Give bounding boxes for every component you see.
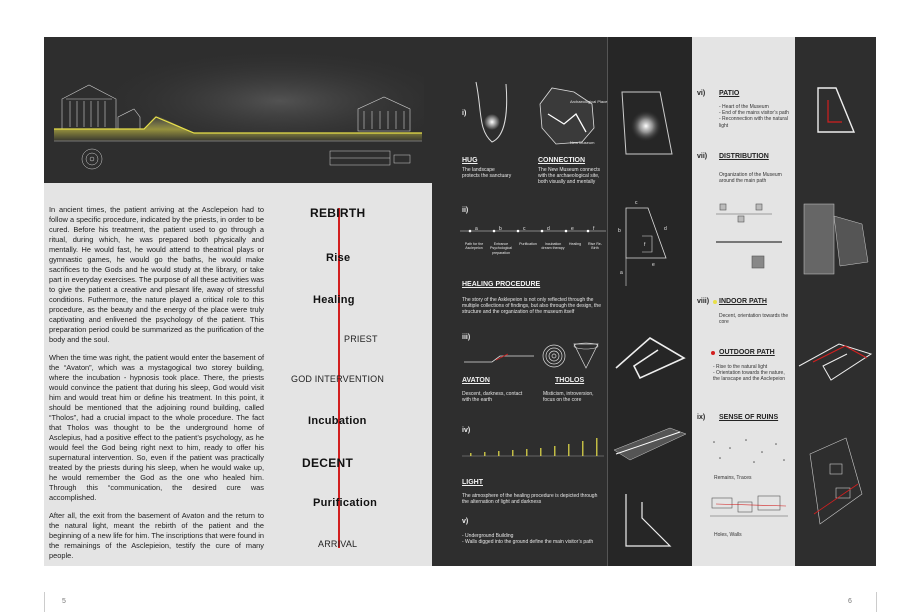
ruins-plan-drawing xyxy=(800,424,872,554)
timeline-label-2: Entrance Psychological preparation xyxy=(490,242,512,255)
strip-letter-a: a xyxy=(620,270,623,276)
timeline-letter-f: f xyxy=(593,226,595,232)
strip-letter-e: e xyxy=(652,262,655,268)
stage-priest: PRIEST xyxy=(344,334,378,344)
page-number-left: 5 xyxy=(62,598,66,605)
patio-title: PATIO xyxy=(719,90,740,97)
patio-plan-drawing xyxy=(808,82,864,142)
strip-letter-b: b xyxy=(618,228,621,234)
healing-procedure-title: HEALING PROCEDURE xyxy=(462,281,541,288)
strip-patio-glow xyxy=(612,74,686,164)
holes-walls-diagram xyxy=(706,490,792,526)
item-vi-number: vi) xyxy=(697,90,706,97)
item-vii-number: vii) xyxy=(697,153,708,160)
section-image-panel xyxy=(44,37,432,183)
timeline-label-3: Purification xyxy=(519,242,537,246)
timeline-letter-d: d xyxy=(547,226,550,232)
remains-dots-diagram xyxy=(706,434,792,470)
story-text xyxy=(49,205,264,569)
outdoor-path-text: - Rise to the natural light - Orientation towards the nature, the lanscape and the Asclepeion xyxy=(713,364,785,383)
avaton-title: AVATON xyxy=(462,377,490,384)
stage-rebirth: REBIRTH xyxy=(310,206,366,220)
holes-text: Holes, Walls xyxy=(714,532,742,538)
page-divider-left xyxy=(44,592,45,612)
sense-of-ruins-title: SENSE OF RUINS xyxy=(719,414,779,421)
strip-letter-f: f xyxy=(644,242,646,248)
story-paragraph-1: In ancient times, the patient arriving at the Asclepeion had to follow a specific procedure, indicated by the priests, in order to be cured. Before his treatment, the patient used to go through a ritual, during which, he was prepared both physically and mentally. He would fast, he would attend to theatrical plays or gymnastic games, he would go the baths, he would make sacrifices to the Gods and he would study at the library, or take part in everyday exercises. The purpose of all these activities was to give the patient a creative and plesant life, away of stressful conditions. Futhermore, the nature played a critical role to this procedure, as the beauty and the energy of the place were truly captivating and enlivened the psychology of the patient. This preparation period could be summarized as the purification of the body and the soul. xyxy=(49,205,264,344)
timeline-label-4: Incubation dream therapy xyxy=(541,242,565,251)
outdoor-path-drawing xyxy=(795,336,875,388)
stage-arrival: ARRIVAL xyxy=(318,539,358,549)
avaton-tholos-diagram xyxy=(462,340,602,372)
item-iii-number: iii) xyxy=(462,334,471,341)
stage-god-intervention: GOD INTERVENTION xyxy=(291,374,385,384)
distribution-title: DISTRIBUTION xyxy=(719,153,769,160)
strip-light-wall xyxy=(610,410,690,470)
hug-text: The landscape protects the sanctuary xyxy=(462,167,512,180)
outdoor-bullet-icon xyxy=(711,351,715,355)
timeline-label-6: Rise Re-Birth xyxy=(588,242,602,251)
strip-letter-d: d xyxy=(664,226,667,232)
light-diagram xyxy=(462,436,604,462)
stage-decent: DECENT xyxy=(302,456,354,470)
timeline-letter-a: a xyxy=(475,226,478,232)
procedure-timeline xyxy=(460,226,606,236)
healing-procedure-text: The story of the Asklepeion is not only reflected through the multiple collections of findings, but also through the design, the structure and the organization of the museum itself xyxy=(462,297,601,316)
timeline-letter-c: c xyxy=(523,226,526,232)
remains-text: Remains, Traces xyxy=(714,475,752,481)
light-title: LIGHT xyxy=(462,479,483,486)
stage-rise: Rise xyxy=(326,252,351,264)
distribution-diagram xyxy=(712,196,792,276)
archaeological-place-label: Archaeological Place xyxy=(570,99,608,104)
avaton-text: Descent, darkness, contact with the earth xyxy=(462,391,523,404)
page-number-right: 6 xyxy=(848,598,852,605)
stage-purification: Purification xyxy=(313,497,378,509)
connection-title: CONNECTION xyxy=(538,157,586,164)
new-museum-label: New Museum xyxy=(570,140,595,145)
timeline-letter-e: e xyxy=(571,226,574,232)
section-drawing xyxy=(44,37,432,183)
tholos-text: Misticism, introversion, focus on the core xyxy=(543,391,594,404)
item-v-number: v) xyxy=(462,518,469,525)
story-paragraph-3: After all, the exit from the basement of Avaton and the return to the natural light, meant the rebirth of the patient and the beginning of a new life for him. The inscriptions that were found in the remainings of the Asclepieion, testify the cure of many people. xyxy=(49,511,264,560)
item-viii-number: viii) xyxy=(697,298,710,305)
connection-text: The New Museum connects with the archaeological site, both visually and mentally xyxy=(538,167,600,186)
indoor-path-title: INDOOR PATH xyxy=(719,298,767,305)
strip-letter-diagram xyxy=(614,196,684,292)
story-paragraph-2: When the time was right, the patient would enter the basement of the “Avaton”, which was a mystagogical two storey building, where the incubation - hypnosis took place. There, the priests would convince the patient that during his sleep, God would visit him and would treat him or define his treatment. In this point, it should be mentioned that the adjoining round building, called “Tholos”, had a crucial impact to the whole procedure. The fact that Tholos was thought to be the underground home of Asclepius, had a positive effect to the patient’s psychology, as he would feel the God being right next to him, ready to offer his supernatural intervention. So, even if the patient was practically treated by the priests during his sleep, when he would wake up, he would remember the God as the one who healed him. Through this “communication, the desired cure was accomplished. xyxy=(49,353,264,502)
indoor-path-text: Decent, orientation towards the core xyxy=(719,313,789,326)
hug-title: HUG xyxy=(462,157,478,164)
strip-path-sketch xyxy=(610,328,690,386)
stage-healing: Healing xyxy=(313,294,355,306)
strip-underground-diagram xyxy=(612,488,686,554)
tholos-title: THOLOS xyxy=(555,377,585,384)
outdoor-path-title: OUTDOOR PATH xyxy=(719,349,775,356)
item-ix-number: ix) xyxy=(697,414,706,421)
timeline-letter-b: b xyxy=(499,226,502,232)
stage-incubation: Incubation xyxy=(308,415,367,427)
distribution-text: Organization of the Museum around the main path xyxy=(719,172,782,185)
v-text: - Underground Building - Walls digged into the ground define the main visitor’s path xyxy=(462,533,594,546)
hug-diagram xyxy=(472,80,512,150)
timeline-label-5: Healing xyxy=(568,242,582,246)
strip-letter-c: c xyxy=(635,200,638,206)
patio-text: - Heart of the Museum - End of the mains visitor’s path - Reconnection with the natural light xyxy=(719,104,789,129)
timeline-label-1: Path for the Asclepeion xyxy=(464,242,484,251)
light-text: The atmosphere of the healing procedure is depicted through the alternation of light and darkness xyxy=(462,493,598,506)
page-divider-right xyxy=(876,592,877,612)
distribution-plan-drawing xyxy=(800,196,872,286)
item-i-number: i) xyxy=(462,110,467,117)
item-iv-number: iv) xyxy=(462,427,471,434)
item-ii-number: ii) xyxy=(462,207,469,214)
indoor-bullet-icon xyxy=(713,300,717,304)
